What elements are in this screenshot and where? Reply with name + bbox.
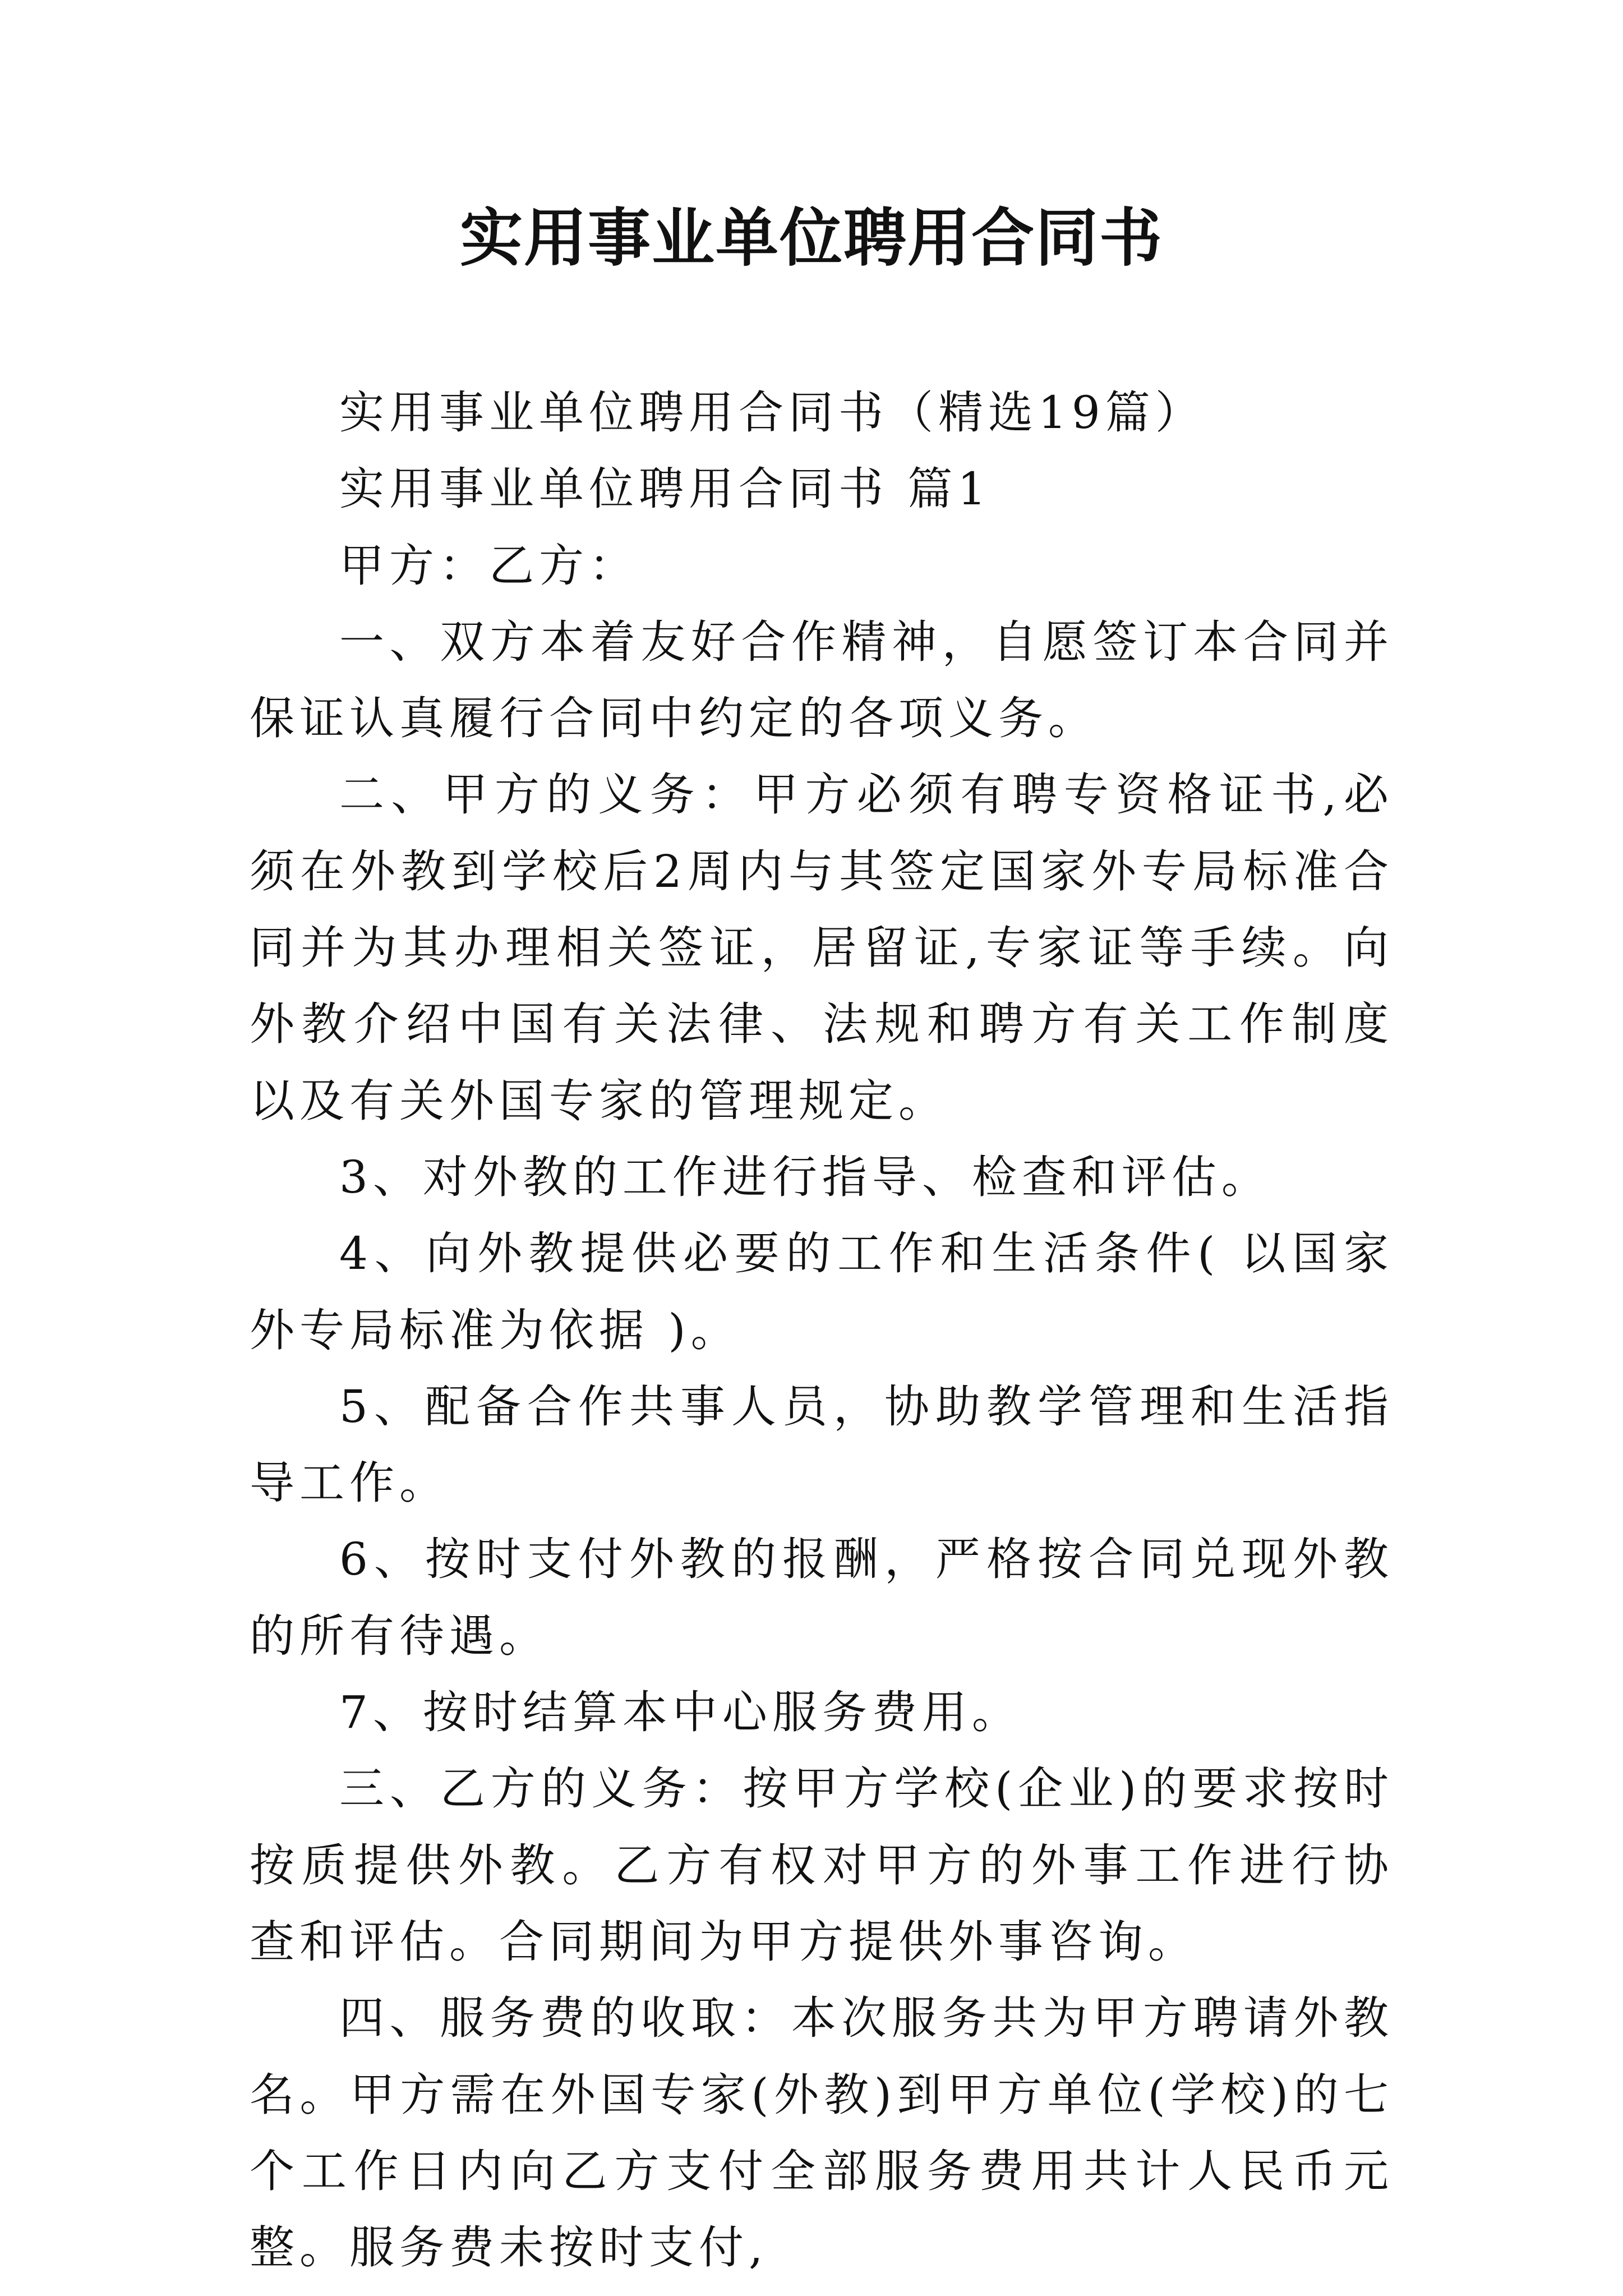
paragraph-item-7: 7、按时结算本中心服务费用。 [339,1686,1022,1739]
paragraph-item-4: 4、向外教提供必要的工作和生活条件( 以国家外专局标准为依据 )。 [250,1227,1394,1356]
paragraph-item-6: 6、按时支付外教的报酬，严格按合同兑现外教的所有待遇。 [250,1533,1394,1662]
paragraph-parties: 甲方：乙方： [339,539,639,592]
paragraph-item-3: 3、对外教的工作进行指导、检查和评估。 [339,1151,1271,1203]
paragraph-clause-3: 三、乙方的义务：按甲方学校(企业)的要求按时按质提供外教。乙方有权对甲方的外事工作进行协查和评估。合同期间为甲方提供外事咨询。 [250,1763,1394,1968]
document-body [250,375,1394,2286]
paragraph-section-heading: 实用事业单位聘用合同书 篇1 [339,463,992,516]
paragraph-item-5: 5、配备合作共事人员，协助教学管理和生活指导工作。 [250,1380,1394,1510]
document-title: 实用事业单位聘用合同书 [460,201,1163,275]
paragraph-subtitle: 实用事业单位聘用合同书（精选19篇） [339,386,1205,439]
paragraph-clause-1: 一、双方本着友好合作精神，自愿签订本合同并保证认真履行合同中约定的各项义务。 [250,615,1394,745]
paragraph-clause-2: 二、甲方的义务：甲方必须有聘专资格证书,必须在外教到学校后2周内与其签定国家外专局标准合同并为其办理相关签证，居留证,专家证等手续。向外教介绍中国有关法律、法规和聘方有关工作制度以及有关外国专家的管理规定。 [250,769,1394,1127]
paragraph-clause-4: 四、服务费的收取：本次服务共为甲方聘请外教名。甲方需在外国专家(外教)到甲方单位(学校)的七个工作日内向乙方支付全部服务费用共计人民币元整。服务费未按时支付, [250,1992,1394,2274]
